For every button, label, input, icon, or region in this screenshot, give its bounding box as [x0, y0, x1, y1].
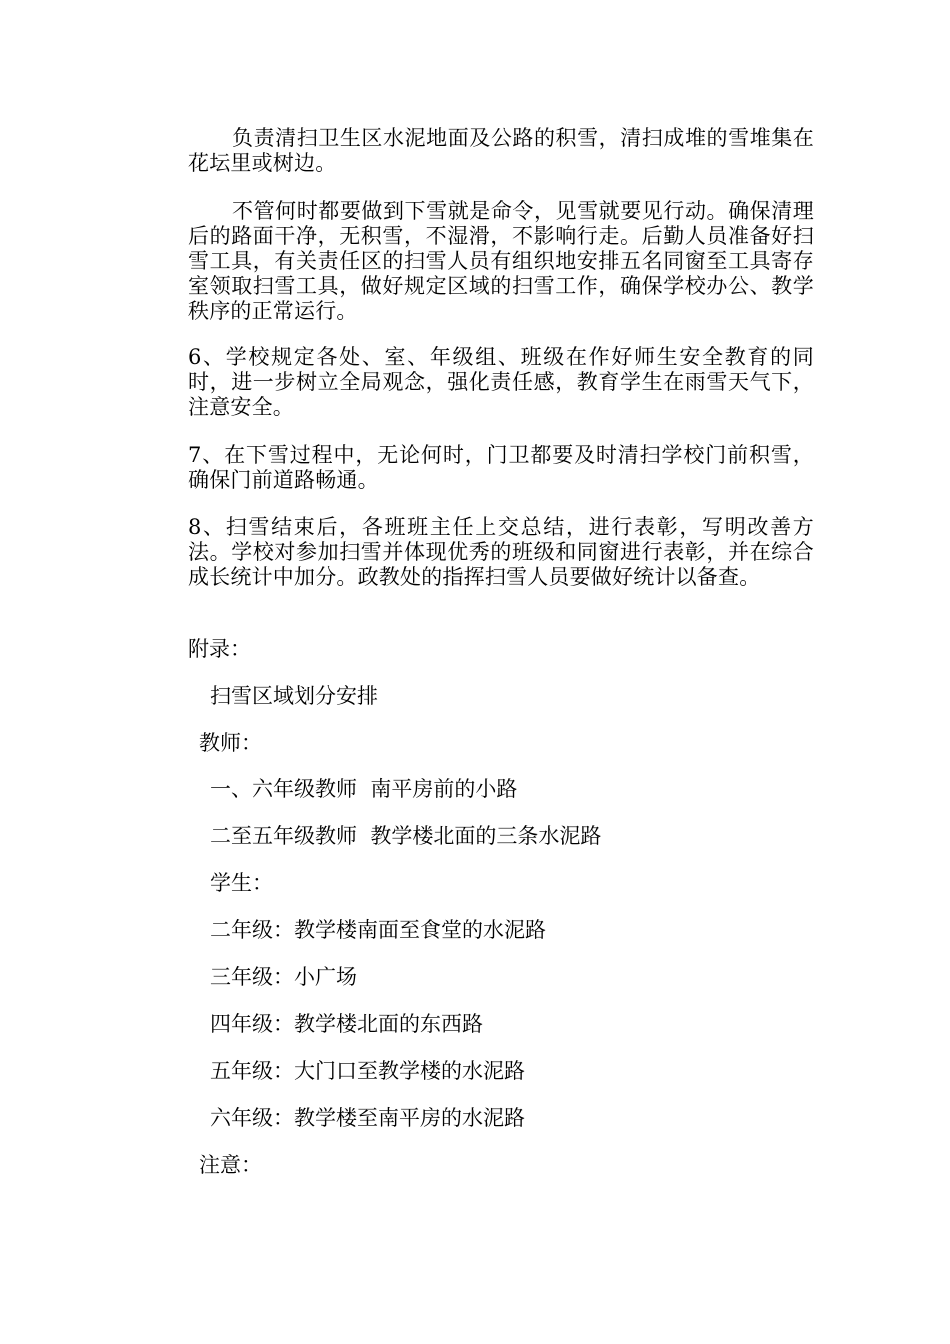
- student-item: 五年级：大门口至教学楼的水泥路: [210, 1059, 525, 1083]
- appendix-label: 附录：: [188, 637, 251, 661]
- student-item: 三年级：小广场: [210, 965, 357, 989]
- note-label: 注意：: [199, 1153, 262, 1177]
- paragraph-item-7: 7、在下雪过程中，无论何时，门卫都要及时清扫学校门前积雪，确保门前道路畅通。: [188, 443, 814, 492]
- paragraph-snow-action: 不管何时都要做到下雪就是命令，见雪就要见行动。确保清理后的路面干净，无积雪，不湿滑，不影响行走。后勤人员准备好扫雪工具，有关责任区的扫雪人员有组织地安排五名同窗至工具寄存室领取扫雪工具，做好规定区域的扫雪工作，确保学校办公、教学秩序的正常运行。: [188, 199, 814, 323]
- teachers-label: 教师：: [199, 731, 262, 755]
- student-item: 四年级：教学楼北面的东西路: [210, 1012, 483, 1036]
- paragraph-snow-clearing-area: 负责清扫卫生区水泥地面及公路的积雪，清扫成堆的雪堆集在花坛里或树边。: [188, 126, 814, 175]
- students-label: 学生：: [210, 871, 273, 895]
- paragraph-item-8: 8、扫雪结束后，各班班主任上交总结，进行表彰，写明改善方法。学校对参加扫雪并体现优秀的班级和同窗进行表彰，并在综合成长统计中加分。政教处的指挥扫雪人员要做好统计以备查。: [188, 515, 814, 589]
- teacher-item: 二至五年级教师 教学楼北面的三条水泥路: [210, 824, 602, 848]
- student-item: 六年级：教学楼至南平房的水泥路: [210, 1106, 525, 1130]
- teacher-item: 一、六年级教师 南平房前的小路: [210, 777, 518, 801]
- paragraph-item-6: 6、学校规定各处、室、年级组、班级在作好师生安全教育的同时，进一步树立全局观念，强化责任感，教育学生在雨雪天气下，注意安全。: [188, 345, 814, 419]
- student-item: 二年级：教学楼南面至食堂的水泥路: [210, 918, 546, 942]
- appendix-title: 扫雪区域划分安排: [210, 684, 378, 708]
